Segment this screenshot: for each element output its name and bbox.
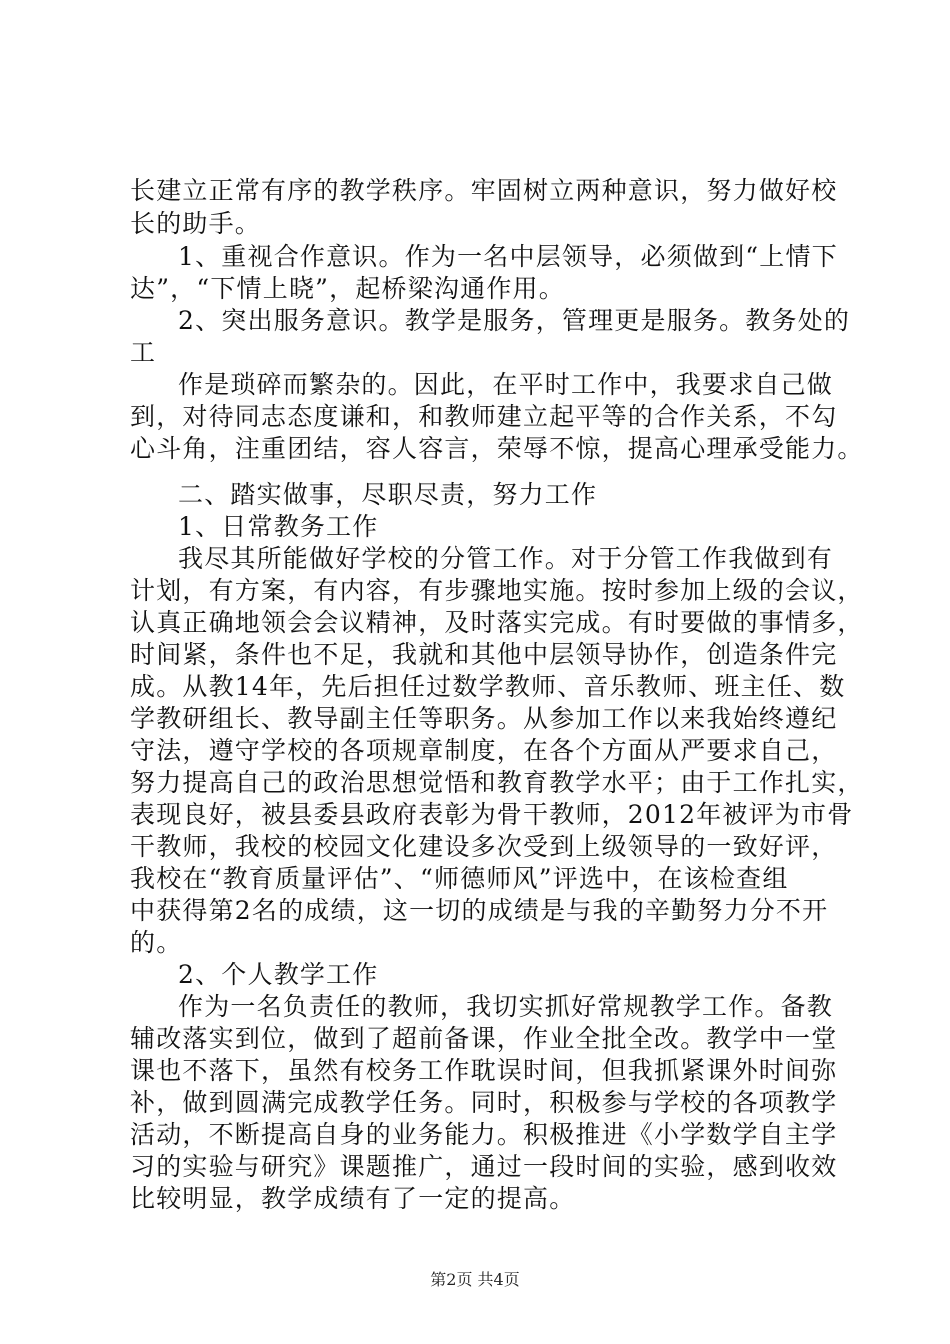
- section-heading: 二、踏实做事，尽职尽责，努力工作: [178, 480, 598, 509]
- text-line: 作为一名负责任的教师，我切实抓好常规教学工作。备教: [178, 992, 834, 1021]
- text-line: 工: [130, 338, 157, 367]
- text-line: 计划，有方案，有内容，有步骤地实施。按时参加上级的会议，: [130, 576, 864, 605]
- text-line: 作是琐碎而繁杂的。因此，在平时工作中，我要求自己做: [178, 370, 834, 399]
- text-line: 习的实验与研究》课题推广，通过一段时间的实验，感到收效: [130, 1152, 838, 1181]
- text-line: 的。: [130, 928, 183, 957]
- subsection-heading: 2、个人教学工作: [178, 960, 379, 989]
- text-line: 补，做到圆满完成教学任务。同时，积极参与学校的各项教学: [130, 1088, 838, 1117]
- text-line: 长建立正常有序的教学秩序。牢固树立两种意识，努力做好校: [130, 176, 838, 205]
- text-line: 2、突出服务意识。教学是服务，管理更是服务。教务处的: [178, 306, 851, 335]
- text-line: 时间紧，条件也不足，我就和其他中层领导协作，创造条件完: [130, 640, 838, 669]
- page-footer: 第2页 共4页: [430, 1270, 520, 1289]
- text-line: 心斗角，注重团结，容人容言，荣辱不惊，提高心理承受能力。: [130, 434, 864, 463]
- text-line: 到，对待同志态度谦和，和教师建立起平等的合作关系，不勾: [130, 402, 838, 431]
- text-line: 长的助手。: [130, 209, 262, 238]
- text-line: 学教研组长、教导副主任等职务。从参加工作以来我始终遵纪: [130, 704, 838, 733]
- text-line: 比较明显，教学成绩有了一定的提高。: [130, 1184, 576, 1213]
- text-line: 干教师，我校的校园文化建设多次受到上级领导的一致好评，: [130, 832, 838, 861]
- text-line: 认真正确地领会会议精神，及时落实完成。有时要做的事情多，: [130, 608, 864, 637]
- text-line: 我尽其所能做好学校的分管工作。对于分管工作我做到有: [178, 544, 834, 573]
- text-line: 守法，遵守学校的各项规章制度，在各个方面从严要求自己，: [130, 736, 838, 765]
- text-line: 成。从教14年，先后担任过数学教师、音乐教师、班主任、数: [130, 672, 846, 701]
- text-line: 表现良好，被县委县政府表彰为骨干教师，2012年被评为市骨: [130, 800, 854, 829]
- text-line: 辅改落实到位，做到了超前备课，作业全批全改。教学中一堂: [130, 1024, 838, 1053]
- text-line: 我校在“教育质量评估”、“师德师风”评选中，在该检查组: [130, 864, 789, 893]
- text-line: 达”，“下情上晓”，起桥梁沟通作用。: [130, 274, 565, 303]
- text-line: 课也不落下，虽然有校务工作耽误时间，但我抓紧课外时间弥: [130, 1056, 838, 1085]
- text-line: 努力提高自己的政治思想觉悟和教育教学水平；由于工作扎实，: [130, 768, 864, 797]
- text-line: 1、重视合作意识。作为一名中层领导，必须做到“上情下: [178, 242, 838, 271]
- text-line: 活动，不断提高自身的业务能力。积极推进《小学数学自主学: [130, 1120, 838, 1149]
- text-line: 中获得第2名的成绩，这一切的成绩是与我的辛勤努力分不开: [130, 896, 829, 925]
- subsection-heading: 1、日常教务工作: [178, 512, 379, 541]
